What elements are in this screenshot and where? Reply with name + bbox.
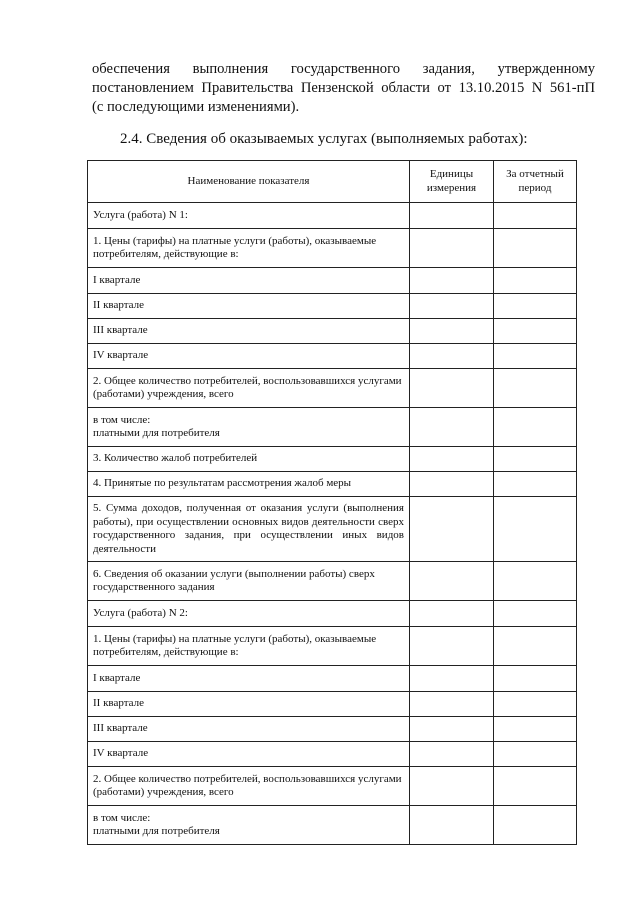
units-cell xyxy=(410,447,494,472)
value-cell xyxy=(494,806,577,845)
header-indicator-name: Наименование показателя xyxy=(88,161,410,203)
row-label: II квартале xyxy=(88,294,410,319)
value-cell xyxy=(494,717,577,742)
units-cell xyxy=(410,344,494,369)
row-label-line: платными для потребителя xyxy=(93,427,220,439)
table-row xyxy=(88,666,577,692)
row-label-line: платными для потребителя xyxy=(93,825,220,837)
row-label: 1. Цены (тарифы) на платные услуги (работы), оказываемые потребителям, действующие в: xyxy=(88,229,410,268)
value-cell xyxy=(494,408,577,447)
table-row xyxy=(88,601,577,627)
units-cell xyxy=(410,692,494,717)
units-cell xyxy=(410,806,494,845)
value-cell xyxy=(494,472,577,497)
value-cell xyxy=(494,692,577,717)
row-label: III квартале xyxy=(88,717,410,742)
header-reporting-period: За отчетный период xyxy=(494,161,577,203)
row-label: 2. Общее количество потребителей, воспользовавшихся услугами (работами) учреждения, всего xyxy=(88,767,410,806)
value-cell xyxy=(494,369,577,408)
table-row xyxy=(88,742,577,767)
units-cell xyxy=(410,229,494,268)
value-cell xyxy=(494,229,577,268)
table-row xyxy=(88,319,577,344)
table-row xyxy=(88,562,577,601)
units-cell xyxy=(410,627,494,666)
table-row xyxy=(88,497,577,562)
row-label: I квартале xyxy=(88,268,410,294)
row-label: IV квартале xyxy=(88,344,410,369)
table-row xyxy=(88,472,577,497)
units-cell xyxy=(410,369,494,408)
units-cell xyxy=(410,742,494,767)
table-row xyxy=(88,344,577,369)
row-label: 1. Цены (тарифы) на платные услуги (работы), оказываемые потребителям, действующие в: xyxy=(88,627,410,666)
value-cell xyxy=(494,268,577,294)
units-cell xyxy=(410,562,494,601)
value-cell xyxy=(494,562,577,601)
table-row xyxy=(88,294,577,319)
row-label: I квартале xyxy=(88,666,410,692)
table-row xyxy=(88,627,577,666)
intro-line: обеспечения выполнения государственного задания, утвержденному xyxy=(92,61,595,77)
section-heading: 2.4. Сведения об оказываемых услугах (выполняемых работах): xyxy=(120,131,528,147)
units-cell xyxy=(410,497,494,562)
table-row xyxy=(88,692,577,717)
value-cell xyxy=(494,627,577,666)
table-row xyxy=(88,767,577,806)
table-row xyxy=(88,717,577,742)
row-label: 5. Сумма доходов, полученная от оказания услуги (выполнения работы), при осуществлении основных видов деятельности сверх государственного задания, при осуществлении иных видов деятельности xyxy=(88,497,410,562)
row-label: IV квартале xyxy=(88,742,410,767)
row-label: II квартале xyxy=(88,692,410,717)
units-cell xyxy=(410,666,494,692)
row-label: Услуга (работа) N 2: xyxy=(88,601,410,627)
row-label: 2. Общее количество потребителей, воспользовавшихся услугами (работами) учреждения, всего xyxy=(88,369,410,408)
table-row xyxy=(88,447,577,472)
row-label: 6. Сведения об оказании услуги (выполнении работы) сверх государственного задания xyxy=(88,562,410,601)
value-cell xyxy=(494,447,577,472)
value-cell xyxy=(494,294,577,319)
table-row xyxy=(88,268,577,294)
units-cell xyxy=(410,472,494,497)
row-label: 3. Количество жалоб потребителей xyxy=(88,447,410,472)
table-row xyxy=(88,806,577,845)
row-label-line: в том числе: xyxy=(93,413,151,426)
value-cell xyxy=(494,601,577,627)
units-cell xyxy=(410,601,494,627)
intro-line: (с последующими изменениями). xyxy=(92,99,300,115)
value-cell xyxy=(494,767,577,806)
units-cell xyxy=(410,319,494,344)
units-cell xyxy=(410,294,494,319)
value-cell xyxy=(494,319,577,344)
value-cell xyxy=(494,742,577,767)
row-label: Услуга (работа) N 1: xyxy=(88,203,410,229)
units-cell xyxy=(410,203,494,229)
value-cell xyxy=(494,666,577,692)
value-cell xyxy=(494,344,577,369)
value-cell xyxy=(494,497,577,562)
units-cell xyxy=(410,408,494,447)
row-label: III квартале xyxy=(88,319,410,344)
row-label-line: в том числе: xyxy=(93,811,151,824)
table-header-row xyxy=(88,161,577,203)
units-cell xyxy=(410,268,494,294)
services-table xyxy=(87,160,577,845)
value-cell xyxy=(494,203,577,229)
intro-paragraph xyxy=(92,60,595,117)
table-row xyxy=(88,369,577,408)
table-row xyxy=(88,408,577,447)
table-row xyxy=(88,229,577,268)
row-label xyxy=(88,806,410,845)
row-label: 4. Принятые по результатам рассмотрения жалоб меры xyxy=(88,472,410,497)
row-label xyxy=(88,408,410,447)
units-cell xyxy=(410,717,494,742)
header-units: Единицы измерения xyxy=(410,161,494,203)
units-cell xyxy=(410,767,494,806)
intro-line: постановлением Правительства Пензенской области от 13.10.2015 N 561-пП xyxy=(92,80,595,96)
table-row xyxy=(88,203,577,229)
